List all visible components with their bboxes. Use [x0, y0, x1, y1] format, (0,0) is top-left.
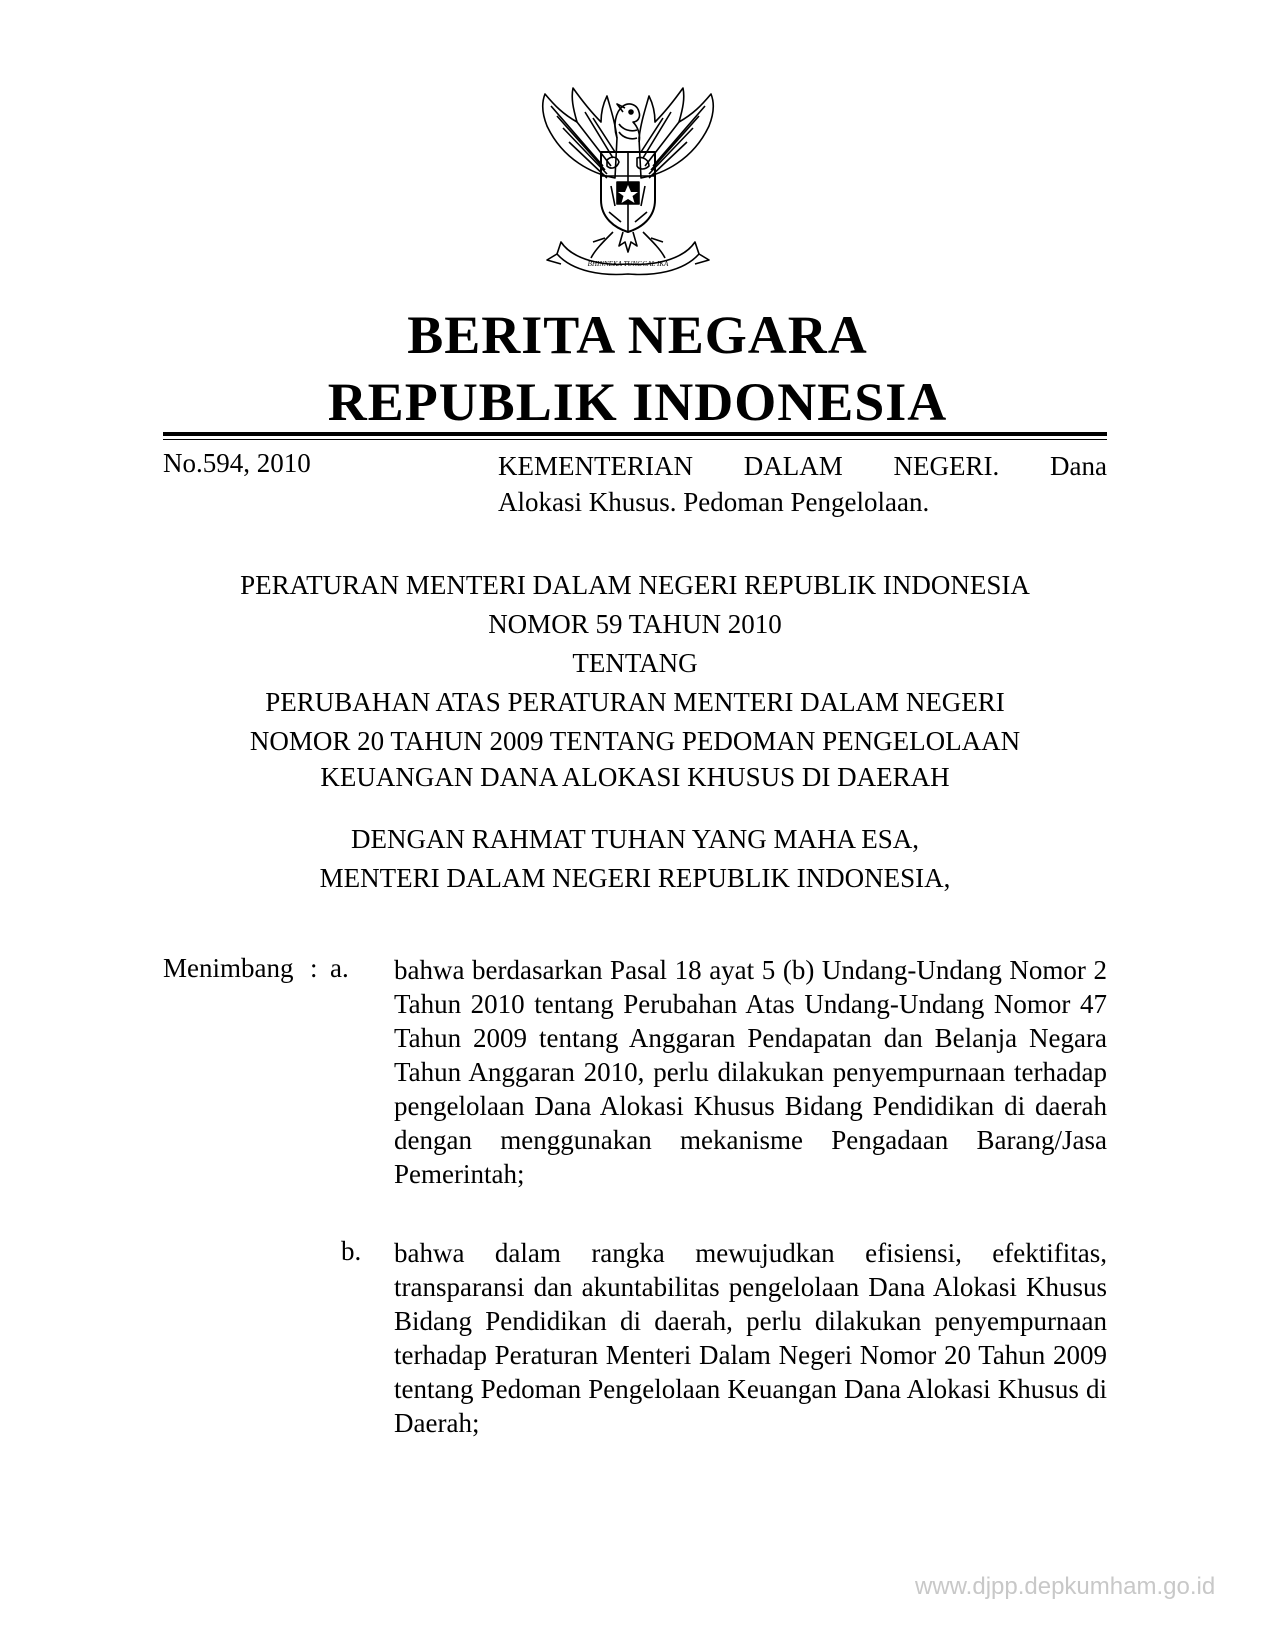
consideration-letter: b. — [341, 1236, 362, 1266]
issue-topic — [498, 448, 1107, 520]
issue-number: No.594, 2010 — [163, 448, 311, 478]
preamble-line: DENGAN RAHMAT TUHAN YANG MAHA ESA, — [350, 824, 920, 854]
regulation-subject-line: KEUANGAN DANA ALOKASI KHUSUS DI DAERAH — [320, 762, 950, 792]
garuda-pancasila-emblem-icon — [533, 82, 723, 278]
masthead-title: BERITA NEGARA — [407, 305, 868, 365]
issue-topic-line-2: Alokasi Khusus. Pedoman Pengelolaan. — [498, 487, 930, 517]
regulation-tentang: TENTANG — [572, 648, 698, 678]
regulation-number: NOMOR 59 TAHUN 2010 — [488, 609, 782, 639]
motto-text: BHINNEKA TUNGGAL IKA — [587, 260, 669, 268]
footer-watermark-url: www.djpp.depkumham.go.id — [915, 1573, 1216, 1600]
menimbang-label: Menimbang — [163, 953, 294, 983]
regulation-subject-line: NOMOR 20 TAHUN 2009 TENTANG PEDOMAN PENGELOLAAN — [249, 726, 1021, 756]
preamble — [163, 820, 1107, 898]
regulation-title-line: PERATURAN MENTERI DALAM NEGERI REPUBLIK INDONESIA — [240, 570, 1030, 600]
regulation-title — [163, 566, 1107, 793]
header-rule-thin — [163, 439, 1107, 440]
consideration-text: bahwa berdasarkan Pasal 18 ayat 5 (b) Undang-Undang Nomor 2 Tahun 2010 tentang Perubahan Atas Undang-Undang Nomor 47 Tahun 2009 tentang Anggaran Pendapatan dan Belanja Negara Tahun Anggaran 2010, perlu dilakukan penyempurnaan terhadap pengelolaan Dana Alokasi Khusus Bidang Pendidikan di daerah dengan menggunakan mekanisme Pengadaan Barang/Jasa Pemerintah; — [394, 955, 1107, 1189]
masthead-subtitle: REPUBLIK INDONESIA — [327, 372, 948, 432]
consideration-letter: a. — [330, 953, 349, 983]
regulation-subject-line: PERUBAHAN ATAS PERATURAN MENTERI DALAM NEGERI — [265, 687, 1005, 717]
preamble-line: MENTERI DALAM NEGERI REPUBLIK INDONESIA, — [319, 863, 951, 893]
consideration-text: bahwa dalam rangka mewujudkan efisiensi, efektifitas, transparansi dan akuntabilitas pengelolaan Dana Alokasi Khusus Bidang Pendidikan di daerah, perlu dilakukan penyempurnaan terhadap Peraturan Menteri Dalam Negeri Nomor 20 Tahun 2009 tentang Pedoman Pengelolaan Keuangan Dana Alokasi Khusus di Daerah; — [394, 1238, 1107, 1438]
menimbang-colon: : — [310, 953, 318, 983]
header-rule-thick — [163, 432, 1107, 436]
issue-topic-line-1: KEMENTERIAN DALAM NEGERI. Dana — [498, 451, 1107, 481]
